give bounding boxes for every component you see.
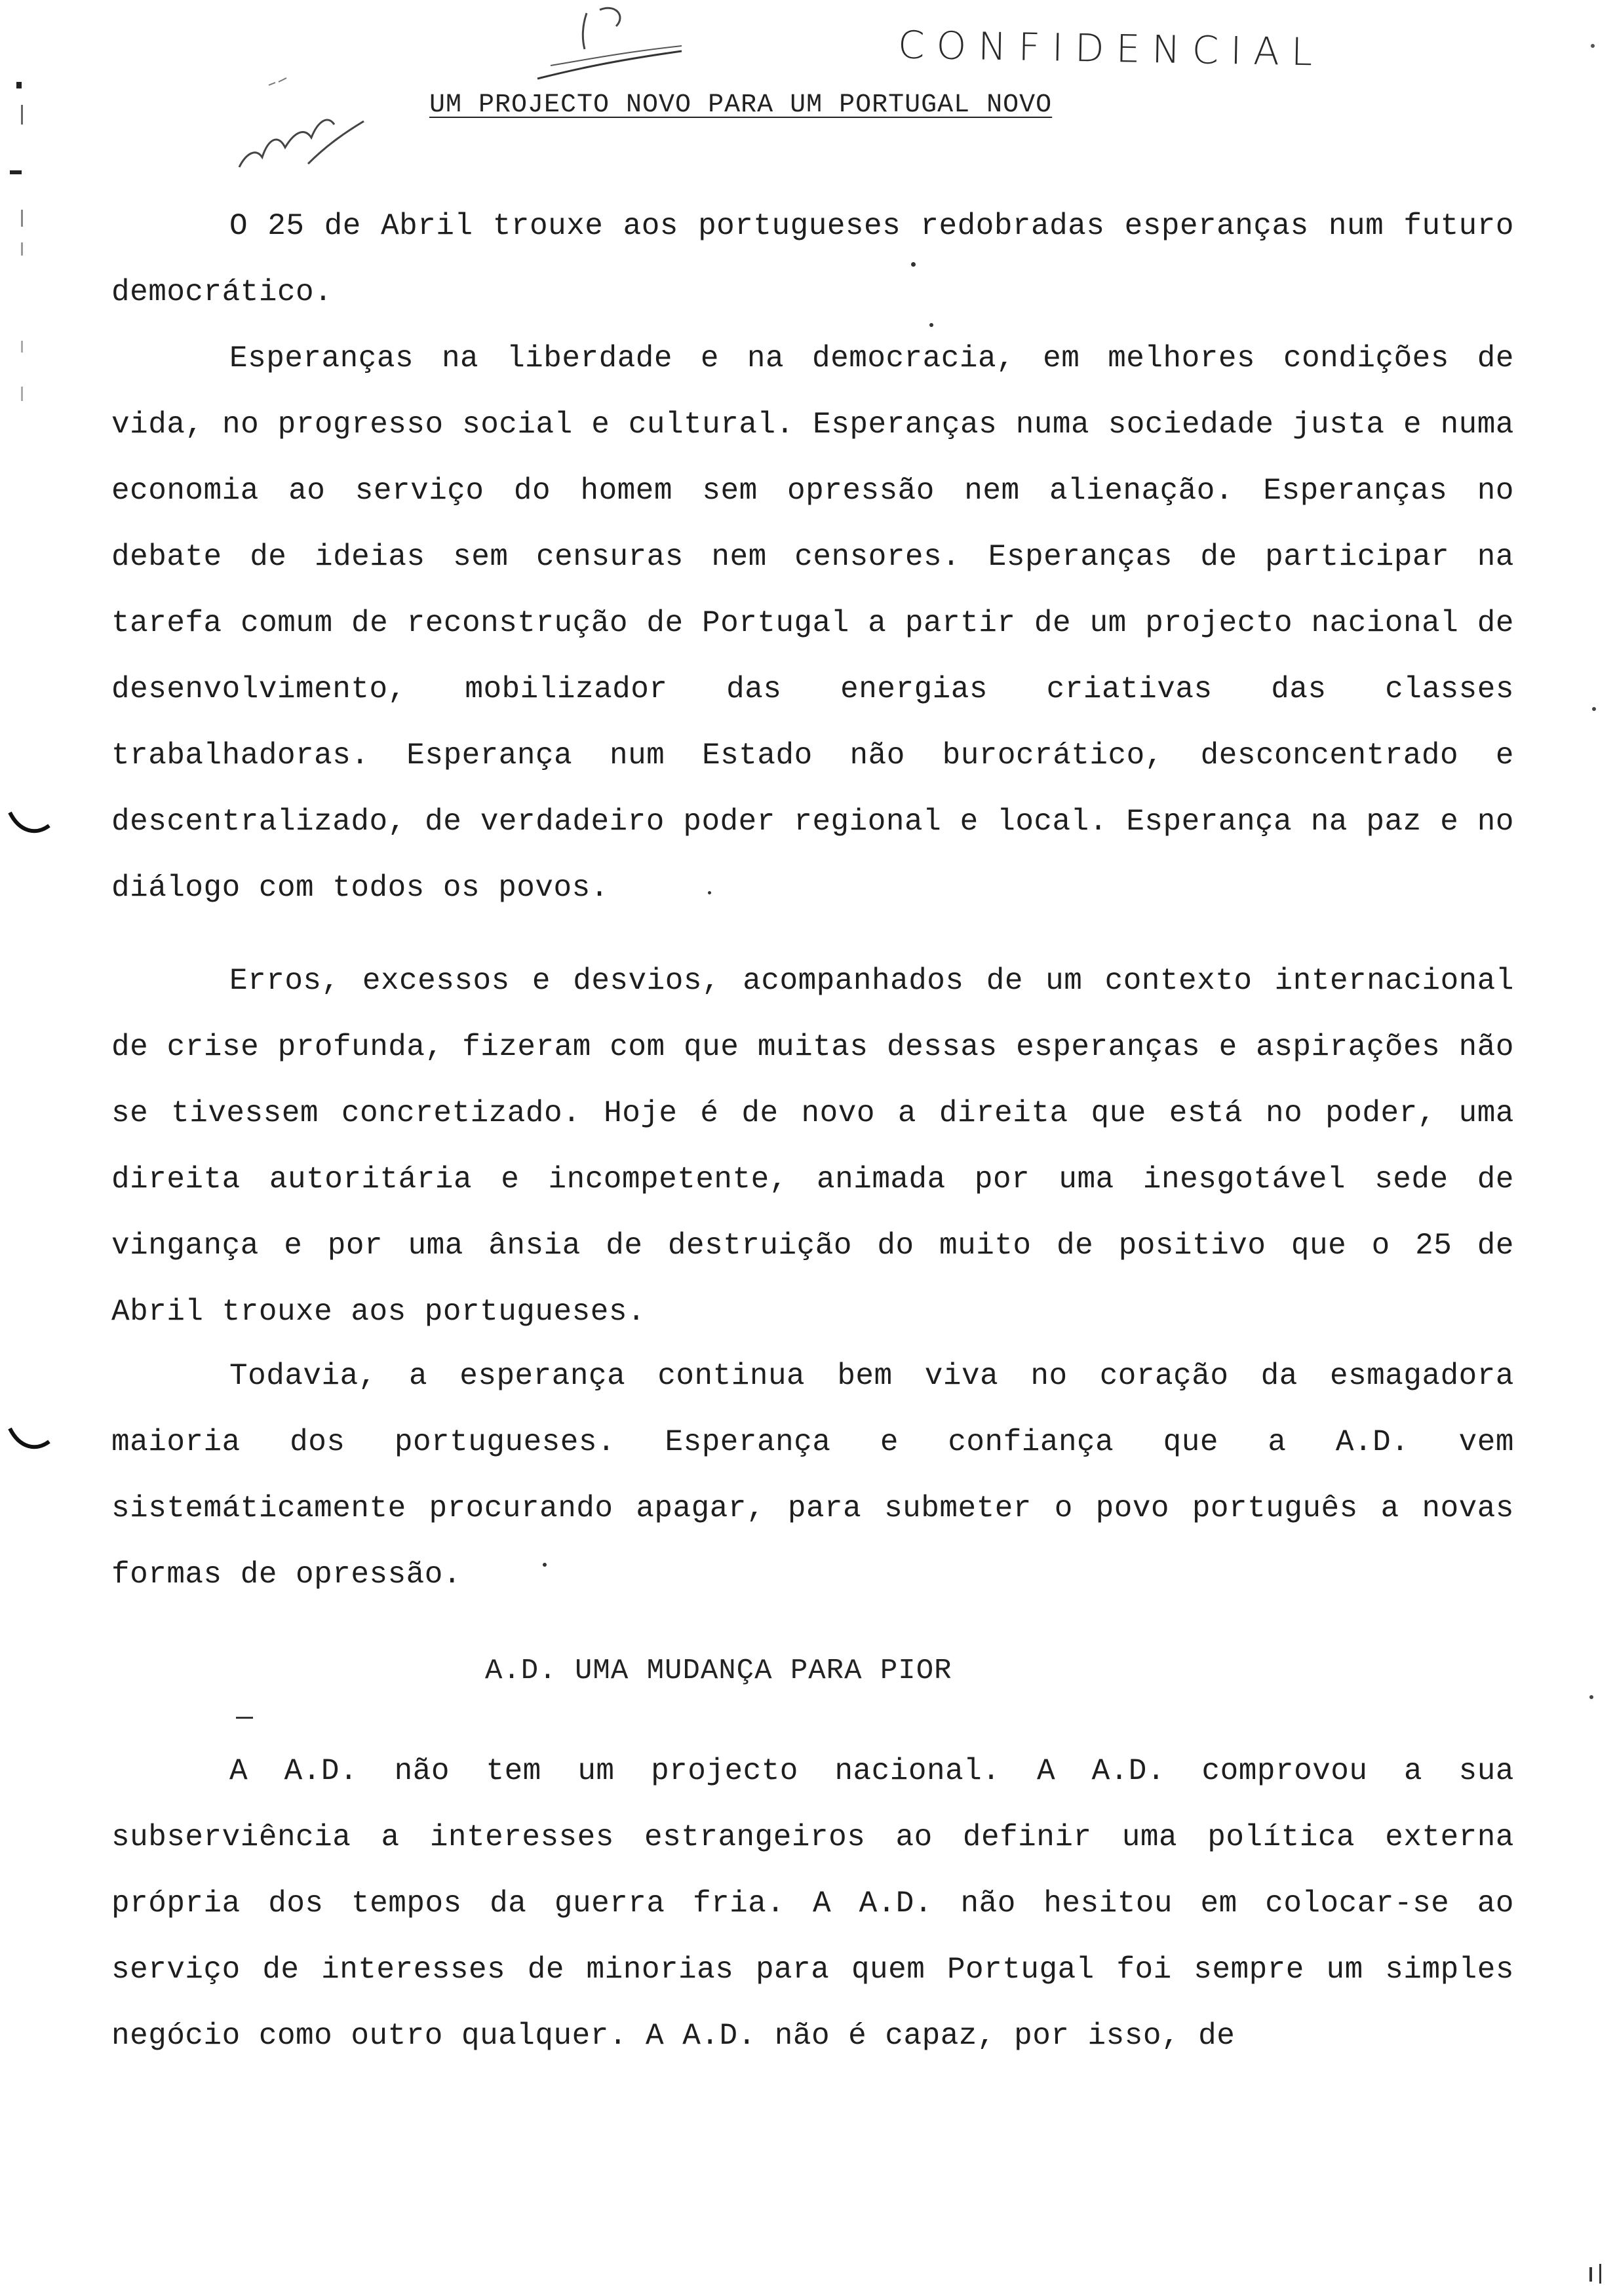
speck xyxy=(236,1717,253,1719)
paragraph: Todavia, a esperança continua bem viva no coração da esmagadora maioria dos portugueses. Esperança e confiança que a A.D. vem sistemáticamente procurando apagar, para submeter o povo português a novas formas de opressão. xyxy=(111,1359,1514,1592)
paragraph: Erros, excessos e desvios, acompanhados de um contexto internacional de crise profunda, fizeram com que muitas dessas esperanças e aspirações não se tivessem concretizado. Hoje é de novo a direita que está no poder, uma direita autoritária e incompetente, animada por uma inesgotável sede de vingança e por uma ânsia de destruição do muito de positivo que o 25 de Abril trouxe aos portugueses. xyxy=(111,964,1514,1329)
right-margin-marks-icon xyxy=(1573,39,1615,2293)
paragraph: O 25 de Abril trouxe aos portugueses redobradas esperanças num futuro democrático. xyxy=(111,209,1514,309)
paragraph: A A.D. não tem um projecto nacional. A A.D. comprovou a sua subserviência a interesses estrangeiros ao definir uma política externa própria dos tempos da guerra fria. A A.D. não hesitou em colocar-se ao serviço de interesses de minorias para quem Portugal foi sempre um simples negócio como outro qualquer. A A.D. não é capaz, por isso, de xyxy=(111,1754,1514,2053)
confidential-stamp: CONFIDENCIAL xyxy=(897,22,1325,75)
margin-marks-icon xyxy=(0,59,59,2221)
page-title: UM PROJECTO NOVO PARA UM PORTUGAL NOVO xyxy=(429,90,1053,120)
section-heading: A.D. UMA MUDANÇA PARA PIOR xyxy=(485,1655,952,1687)
paragraph: Esperanças na liberdade e na democracia, em melhores condições de vida, no progresso social e cultural. Esperanças numa sociedade justa e numa economia ao serviço do homem sem opressão nem alienação. Esperanças no debate de ideias sem censuras nem censores. Esperanças de participar na tarefa comum de reconstrução de Portugal a partir de um projecto nacional de desenvolvimento, mobilizador das energias criativas das classes trabalhadoras. Esperança num Estado não burocrático, desconcentrado e descentralizado, de verdadeiro poder regional e local. Esperança na paz e no diálogo com todos os povos. xyxy=(111,341,1514,905)
